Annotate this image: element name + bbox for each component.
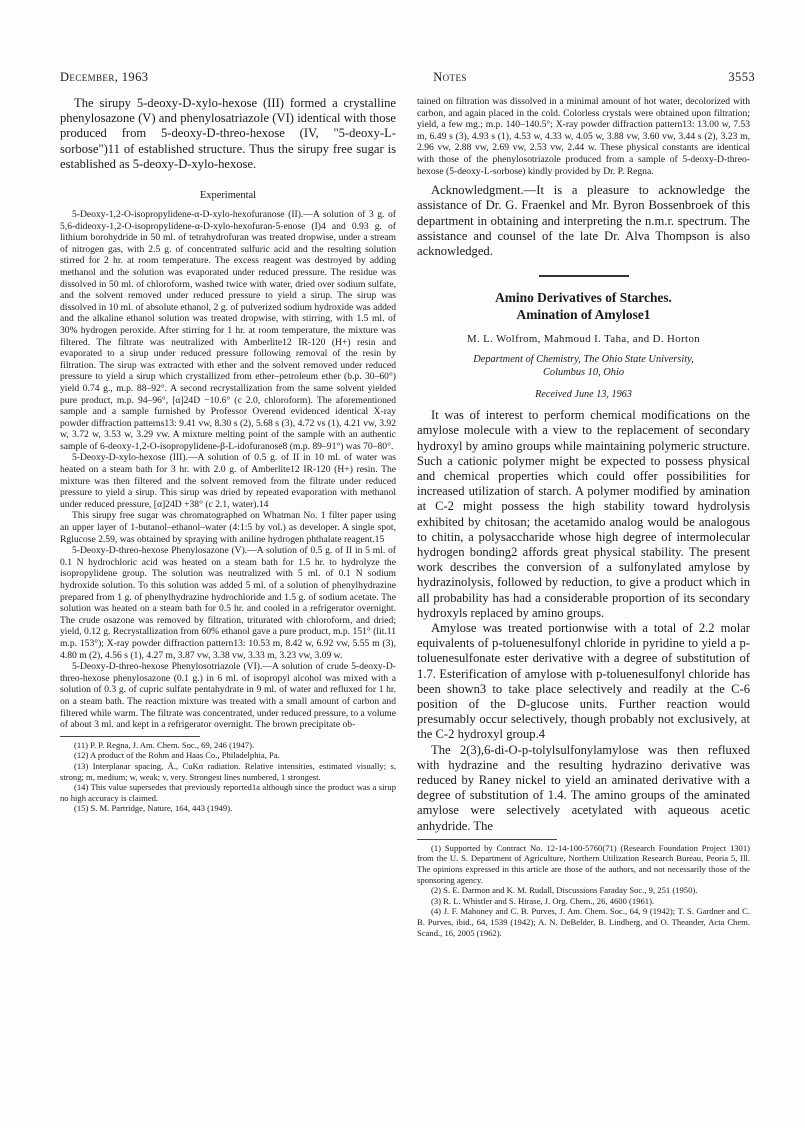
body-paragraph: Amylose was treated portionwise with a total of 2.2 molar equivalents of p-toluenesulfonyl chloride in pyridine to yield a p-toluenesulfonate ester derivative with a degree of substitution of 1.7. Esterification of amylose with p-toluenesulfonyl chloride has been shown3 to take place selectively and readily at the C-6 position of the D-glucose units. Further reaction would presumably occur selectively, though probably not exclusively, at the C-2 hydroxyl group.4 [417, 621, 750, 742]
continuation-paragraph: tained on filtration was dissolved in a minimal amount of hot water, decolorized with carbon, and again placed in the cold. Colorless crystals were obtained upon filtration; yield, a few mg.; m.p. 140–140.5°; X-ray powder diffraction pattern13: 13.00 w, 7.53 m, 6.49 s (3), 4.93 s (1), 4.53 w, 4.33 w, 4.05 w, 3.88 vw, 3.60 vw, 3.44 s (2), 3.23 m, 2.96 vw, 2.88 vw, 2.69 vw, 2.53 vw, 2.44 w. These physical constants are identical with those of the phenylosotriazole produced from a sample of 5-deoxy-D-threo-hexose (5-deoxy-L-sorbose) kindly provided by Dr. P. Regna. [417, 96, 750, 177]
affiliation: Department of Chemistry, The Ohio State University, [473, 354, 694, 366]
right-column [417, 96, 750, 938]
header-date: December, 1963 [60, 70, 149, 84]
experimental-paragraph: 5-Deoxy-D-xylo-hexose (III).—A solution of 0.5 g. of II in 10 ml. of water was heated on a steam bath for 3 hr. with 2.0 g. of Amberlite12 IR-120 (H+) resin. The mixture was then filtered and the solvent removed from the filtrate under reduced pressure to yield a sirup. This sirup was dried by repeated evaporation with methanol under reduced pressure, [α]24D +38° (c 2.1, water).14 [60, 452, 396, 510]
received-date: Received June 13, 1963 [535, 389, 632, 401]
footnotes-left [60, 740, 396, 814]
affiliation-city: Columbus 10, Ohio [542, 367, 625, 379]
footnote: (12) A product of the Rohm and Haas Co., Philadelphia, Pa. [74, 750, 280, 761]
body-paragraph: It was of interest to perform chemical modifications on the amylose molecule with a view to the replacement of secondary hydroxyl by amino groups while maintaining polymeric structure. Such a cationic polymer might be expected to possess physical and chemical properties which could offer possibilities for increased utilization of starch. A polymer modified by amination at C-2 might possess the high stability toward hydrolysis exhibited by chitosan; the acetamido analog would be analogous to chitin, a polysaccharide whose high degree of intermolecular hydrogen bonding2 affords great physical stability. The present work describes the conversion of a sulfonylated amylose by hydrazinolysis, followed by reduction, to give a product which in all probability has had a considerable proportion of its secondary hydroxyls replaced by amino groups. [417, 408, 750, 620]
running-header [60, 70, 755, 90]
footnote: (2) S. E. Darmon and K. M. Rudall, Discussions Faraday Soc., 9, 251 (1950). [431, 885, 698, 896]
footnotes-right [417, 843, 750, 938]
intro-paragraph: The sirupy 5-deoxy-D-xylo-hexose (III) formed a crystalline phenylosazone (V) and phenylosatriazole (VI) identical with those produced from 5-deoxy-D-threo-hexose (IV, "5-deoxy-L-sorbose")11 of established structure. Thus the sirupy free sugar is established as 5-deoxy-D-xylo-hexose. [60, 96, 396, 171]
experimental-paragraph: 5-Deoxy-1,2-O-isopropylidene-α-D-xylo-hexofuranose (II).—A solution of 3 g. of 5,6-dideoxy-1,2-O-isopropylidene-α-D-xylo-hexofuran-5-enose (I)4 and 0.93 g. of lithium borohydride in 50 ml. of tetrahydrofuran was treated dropwise, under a stream of nitrogen gas, with 2.5 g. of concentrated sulfuric acid and the resulting solution stirred for 2 hr. at room temperature. The excess reagent was destroyed by adding methanol and the solution was evaporated under reduced pressure. The residue was dissolved in 50 ml. of chloroform, washed twice with water, dried over sodium sulfate, and the solvent removed under reduced pressure to yield a sirup. The sirup was dissolved in 10 ml. of absolute ethanol, 2 g. of pulverized sodium hydroxide was added and the alkaline ethanol solution was treated dropwise, with stirring, with 1.5 ml. of 30% hydrogen peroxide. After stirring for 1 hr. at room temperature, the mixture was filtered. The filtrate was neutralized with Amberlite12 IR-120 (H+) resin and evaporated to a sirup under reduced pressure following removal of the resin by filtration. The sirup was extracted with ether and the solvent removed under reduced pressure to yield a sirup which crystallized from ether–petroleum ether (b.p. 30–60°) yield 0.74 g., m.p. 88–92°. A second recrystallization from the same solvent yielded pure product, m.p. 94–96°, [α]24D −10.6° (c 2.0, chloroform). The aforementioned sample and a sample furnished by Professor Overend evidenced identical X-ray powder diffraction patterns13: 9.41 vw, 8.30 s (2), 5.68 s (3), 4.72 vs (1), 4.21 vw, 3.92 w, 3.72 w, 3.53 w, 3.29 vw. A mixture melting point of the sample with an authentic sample of 6-deoxy-1,2-O-isopropylidene-β-L-idofuranose8 (m.p. 89–91°) was 70–80°. [60, 209, 396, 452]
footnote: (11) P. P. Regna, J. Am. Chem. Soc., 69, 246 (1947). [74, 739, 255, 750]
footnote: (14) This value supersedes that previously reported1a although since the product was a sirup no high accuracy is claimed. [60, 782, 396, 803]
article-divider [539, 275, 629, 277]
experimental-paragraph: 5-Deoxy-D-threo-hexose Phenylosotriazole (VI).—A solution of crude 5-deoxy-D-threo-hexose phenylosazone (0.1 g.) in 6 ml. of isopropyl alcohol was mixed with a solution of 0.3 g. of cupric sulfate pentahydrate in 9 ml. of water and refluxed for 1 hr. on a steam bath. The reaction mixture was treated with a small amount of carbon and filtered while warm. The filtrate was concentrated, under reduced pressure, to a volume of about 3 ml. and kept in a refrigerator overnight. The brown precipitate ob- [60, 661, 396, 731]
left-column [60, 96, 396, 814]
article-title: Amino Derivatives of Starches. [495, 290, 672, 306]
page-number: 3553 [728, 70, 755, 84]
footnote: (1) Supported by Contract No. 12-14-100-5760(71) (Research Foundation Project 1301) from the U. S. Department of Agriculture, Northern Utilization Research Bureau, Peoria 5, Ill. The opinions expressed in this article are those of the authors, and not necessarily those of the sponsoring agency. [417, 842, 750, 885]
footnote-divider [60, 736, 200, 737]
experimental-paragraph: This sirupy free sugar was chromatographed on Whatman No. 1 filter paper using an upper layer of 1-butanol–ethanol–water (4:1:5 by vol.) as developer. A single spot, Rglucose 2.59, was obtained by spraying with aniline hydrogen phthalate reagent.15 [60, 510, 396, 545]
acknowledgment-paragraph: Acknowledgment.—It is a pleasure to acknowledge the assistance of Dr. G. Fraenkel and Mr. Byron Bossenbroek of this department in obtaining and interpreting the n.m.r. spectrum. The assistance and counsel of the late Dr. Alva Thompson is also acknowledged. [417, 183, 750, 258]
footnote: (3) R. L. Whistler and S. Hirase, J. Org. Chem., 26, 4600 (1961). [431, 895, 655, 906]
footnote: (15) S. M. Partridge, Nature, 164, 443 (1949). [74, 803, 233, 814]
experimental-heading: Experimental [200, 190, 256, 202]
article-authors: M. L. Wolfrom, Mahmoud I. Taha, and D. Horton [466, 333, 701, 346]
article-subtitle: Amination of Amylose1 [516, 307, 651, 323]
header-section: Notes [433, 70, 467, 84]
experimental-paragraph: 5-Deoxy-D-threo-hexose Phenylosazone (V).—A solution of 0.5 g. of II in 5 ml. of 0.1 N hydrochloric acid was heated on a steam bath for 1.5 hr. to hydrolyze the isopropylidene group. The solution was neutralized with 5 ml. of 0.1 N sodium hydroxide solution. To this solution was added 5 ml. of a solution of phenylhydrazine prepared from 1 g. of phenylhydrazine hydrochloride and 1.5 g. of sodium acetate. The solution was heated on a steam bath for 0.5 hr. and cooled in a refrigerator overnight. The crude osazone was removed by filtration, triturated with chloroform, and dried; yield, 0.12 g. Recrystallization from 60% ethanol gave a pure product, m.p. 151° (lit.11 m.p. 153°); X-ray powder diffraction pattern13: 10.53 m, 8.42 w, 6.92 vw, 5.55 m (3), 4.80 m (2), 4.56 s (1), 4.27 m, 3.87 vw, 3.38 vw, 3.33 m, 3.23 vw, 3.09 w. [60, 545, 396, 661]
footnote: (4) J. F. Mahoney and C. B. Purves, J. Am. Chem. Soc., 64, 9 (1942); T. S. Gardner and C. B. Purves, ibid., 64, 1539 (1942); A. N. DeBelder, B. Lindberg, and O. Theander, Acta Chem. Scand., 16, 2005 (1962). [417, 906, 750, 938]
footnote-divider [417, 839, 557, 840]
footnote: (13) Interplanar spacing, Å., CuKα radiation. Relative intensities, estimated visually; s, strong; m, medium; w, weak; v, very. Strongest lines numbered, 1 strongest. [60, 760, 396, 782]
body-paragraph: The 2(3),6-di-O-p-tolylsulfonylamylose was then refluxed with hydrazine and the resulting hydrazino derivative was reduced by Raney nickel to yield an aminated derivative with a degree of substitution of 1.4. The amino groups of the aminated amylose were selectively acetylated with aqueous acetic anhydride. The [417, 742, 750, 833]
